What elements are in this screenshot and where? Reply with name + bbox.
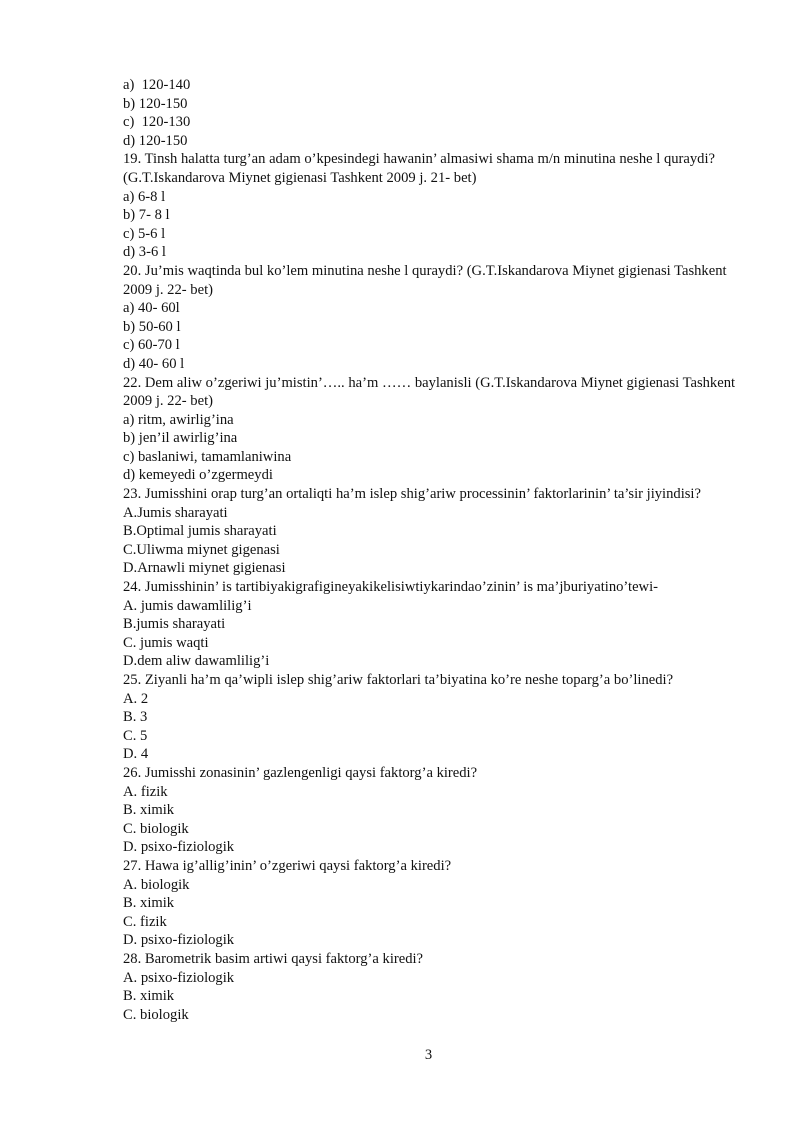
answer-option: c) 120-130	[123, 114, 191, 131]
answer-option: C. fizik	[123, 913, 167, 930]
answer-option: C. biologik	[123, 1006, 189, 1023]
answer-option: d) 40- 60 l	[123, 355, 185, 372]
answer-option: b) 7- 8 l	[123, 207, 170, 224]
answer-option: A.Jumis sharayati	[123, 504, 228, 521]
answer-option: A. fizik	[123, 783, 168, 800]
answer-option: a) 120-140	[123, 77, 191, 93]
answer-option: C.Uliwma miynet gigenasi	[123, 541, 280, 558]
question-27: 27. Hawa ig’allig’inin’ o’zgeriwi qaysi faktorg’a kiredi?	[123, 857, 452, 874]
page-number: 3	[424, 1047, 433, 1063]
question-23: 23. Jumisshini orap turg’an ortaliqti ha’m islep shig’ariw processinin’ faktorlarinin’ ta’sir jiyindisi?	[123, 486, 701, 503]
question-24: 24. Jumisshinin’ is tartibiyakigrafigineyakikelisiwtiykarindao’zinin’ is ma’jburiyatino’tewi-	[123, 579, 658, 596]
answer-option: D.Arnawli miynet gigienasi	[123, 560, 286, 577]
document-body	[123, 76, 745, 1024]
answer-option: B. ximik	[123, 802, 175, 819]
answer-option: d) 120-150	[123, 132, 188, 149]
answer-option: A. biologik	[123, 876, 190, 893]
question-25: 25. Ziyanli ha’m qa’wipli islep shig’ariw faktorlari ta’biyatina ko’re neshe toparg’a bo’linedi?	[123, 672, 674, 688]
answer-option: B. 3	[123, 709, 148, 726]
answer-option: C. jumis waqti	[123, 634, 209, 651]
answer-option: B. ximik	[123, 988, 175, 1005]
question-26: 26. Jumisshi zonasinin’ gazlengenligi qaysi faktorg’a kiredi?	[123, 764, 478, 781]
answer-option: a) 6-8 l	[123, 188, 166, 205]
answer-option: d) 3-6 l	[123, 244, 166, 261]
question-19: 19. Tinsh halatta turg’an adam o’kpesindegi hawanin’ almasiwi shama m/n minutina neshe l quraydi? (G.T.Iskandarova Miynet gigienasi Tashkent 2009 j. 21- bet)	[123, 151, 716, 186]
answer-option: A. jumis dawamlilig’i	[123, 597, 252, 614]
answer-option: c) 5-6 l	[123, 225, 166, 242]
answer-option: a) ritm, awirlig’ina	[123, 411, 234, 428]
answer-option: b) jen’il awirlig’ina	[123, 430, 238, 447]
answer-option: b) 50-60 l	[123, 318, 181, 335]
answer-option: b) 120-150	[123, 95, 188, 112]
answer-option: B.jumis sharayati	[123, 616, 226, 633]
question-22: 22. Dem aliw o’zgeriwi ju’mistin’….. ha’m …… baylanisli (G.T.Iskandarova Miynet gigienasi Tashkent 2009 j. 22- bet)	[123, 374, 736, 410]
answer-option: D. 4	[123, 746, 149, 763]
answer-option: A. 2	[123, 690, 149, 707]
answer-option: B.Optimal jumis sharayati	[123, 523, 277, 540]
answer-option: C. biologik	[123, 820, 189, 837]
answer-option: c) 60-70 l	[123, 337, 180, 354]
answer-option: B. ximik	[123, 895, 175, 912]
answer-option: A. psixo-fiziologik	[123, 969, 235, 986]
answer-option: a) 40- 60l	[123, 300, 180, 317]
answer-option: C. 5	[123, 727, 148, 744]
question-20: 20. Ju’mis waqtinda bul ko’lem minutina neshe l quraydi? (G.T.Iskandarova Miynet gigienasi Tashkent 2009 j. 22- bet)	[123, 262, 727, 298]
answer-option: D. psixo-fiziologik	[123, 932, 235, 949]
answer-option: d) kemeyedi o’zgermeydi	[123, 467, 273, 484]
answer-option: D.dem aliw dawamlilig’i	[123, 653, 270, 670]
question-28: 28. Barometrik basim artiwi qaysi faktorg’a kiredi?	[123, 950, 424, 967]
answer-option: D. psixo-fiziologik	[123, 839, 235, 856]
answer-option: c) baslaniwi, tamamlaniwina	[123, 448, 292, 465]
